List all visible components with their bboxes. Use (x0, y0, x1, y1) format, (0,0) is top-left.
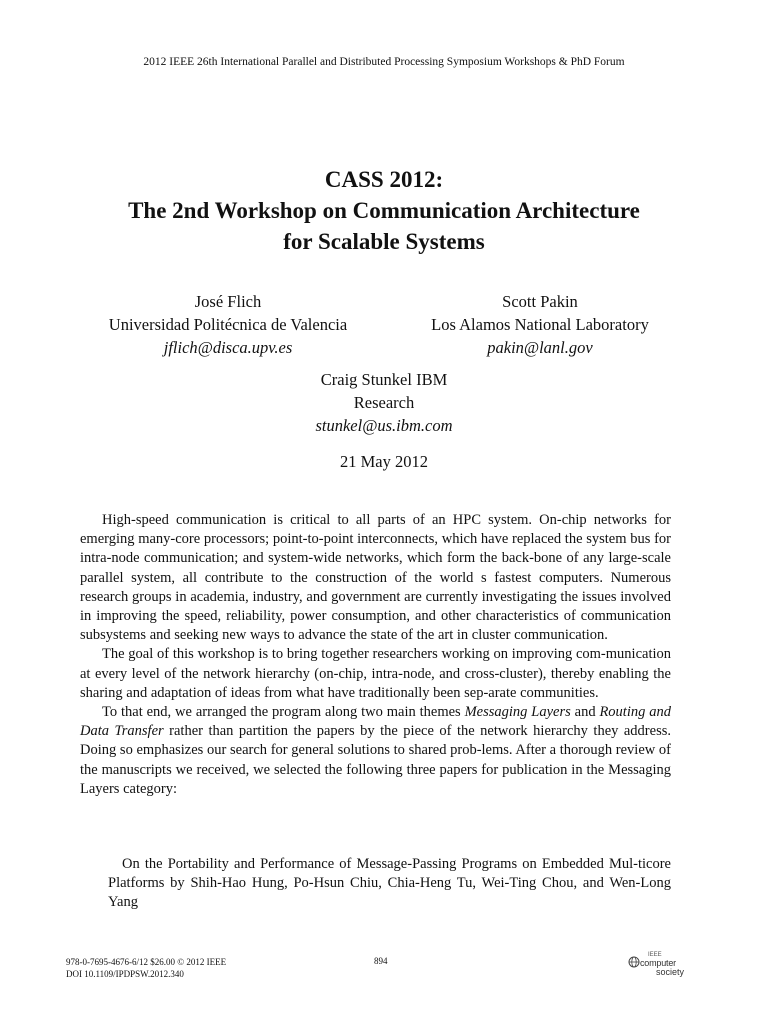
title-line-1: CASS 2012: (324, 167, 444, 192)
author-block-flich (80, 290, 376, 359)
logo-computer-text: computer (640, 958, 676, 968)
paragraph-3-text: rather than partition the papers by the piece of the network hierarchy they address. Doing so emphasizes our search for general solutions to shared prob-lems. After a thorough review of the manuscripts we received, we selected the following three papers for publication in the Messaging Layers category: (80, 723, 671, 797)
running-header: 2012 IEEE 26th International Parallel and Distributed Processing Symposium Workshops & PhD Forum (143, 56, 625, 68)
author-affiliation: Research (353, 393, 415, 412)
paper-title (0, 164, 768, 257)
ieee-computer-society-logo (628, 952, 708, 978)
author-affiliation: Los Alamos National Laboratory (431, 315, 649, 334)
title-line-2: The 2nd Workshop on Communication Architecture (128, 198, 640, 223)
author-block-stunkel (220, 368, 548, 437)
page-number: 894 (374, 956, 388, 966)
footer-isbn: 978-0-7695-4676-6/12 $26.00 © 2012 IEEE (66, 957, 227, 967)
logo-ieee-text: IEEE (648, 952, 662, 958)
footer-doi: DOI 10.1109/IPDPSW.2012.340 (66, 969, 184, 979)
globe-icon (628, 956, 640, 968)
theme-routing-data-transfer: Routing and Data Transfer (80, 704, 671, 740)
paragraph-3-text: To that end, we arranged the program along two main themes (102, 704, 465, 721)
title-line-3: for Scalable Systems (283, 229, 485, 254)
theme-messaging-layers: Messaging Layers (464, 704, 571, 721)
body-text (80, 511, 671, 799)
author-affiliation: Universidad Politécnica de Valencia (108, 315, 348, 334)
paragraph-2: The goal of this workshop is to bring together researchers working on improving com-munication at every level of the network hierarchy (on-chip, intra-node, and cross-cluster), thereby enabling the sharing and adaptation of ideas from what have traditionally been sep-arate communities. (80, 646, 671, 701)
author-email: pakin@lanl.gov (487, 338, 593, 357)
paper-date: 21 May 2012 (340, 452, 428, 471)
author-name: José Flich (194, 292, 262, 311)
author-block-pakin (390, 290, 690, 359)
footer-copyright (66, 956, 226, 980)
selected-paper-item: On the Portability and Performance of Message-Passing Programs on Embedded Mul-ticore Platforms by Shih-Hao Hung, Po-Hsun Chiu, Chia-Heng Tu, Wei-Ting Chou, and Wen-Long Yang (108, 856, 671, 911)
paragraph-3-text: and (570, 704, 600, 721)
author-name: Craig Stunkel IBM (320, 370, 448, 389)
author-email: stunkel@us.ibm.com (315, 416, 453, 435)
author-email: jflich@disca.upv.es (163, 338, 293, 357)
paragraph-3 (80, 703, 671, 799)
paragraph-1: High-speed communication is critical to all parts of an HPC system. On-chip networks for emerging many-core processors; point-to-point interconnects, which have replaced the system bus for intra-node communication; and system-wide networks, which form the back-bone of any large-scale parallel system, all contribute to the construction of the world s fastest computers. Numerous research groups in academia, industry, and government are currently investigating the issues involved in improving the speed, reliability, power consumption, and other characteristics of communication subsystems and seeking new ways to advance the state of the art in cluster communication. (80, 512, 671, 644)
author-name: Scott Pakin (502, 292, 578, 311)
logo-society-text: society (656, 967, 685, 977)
